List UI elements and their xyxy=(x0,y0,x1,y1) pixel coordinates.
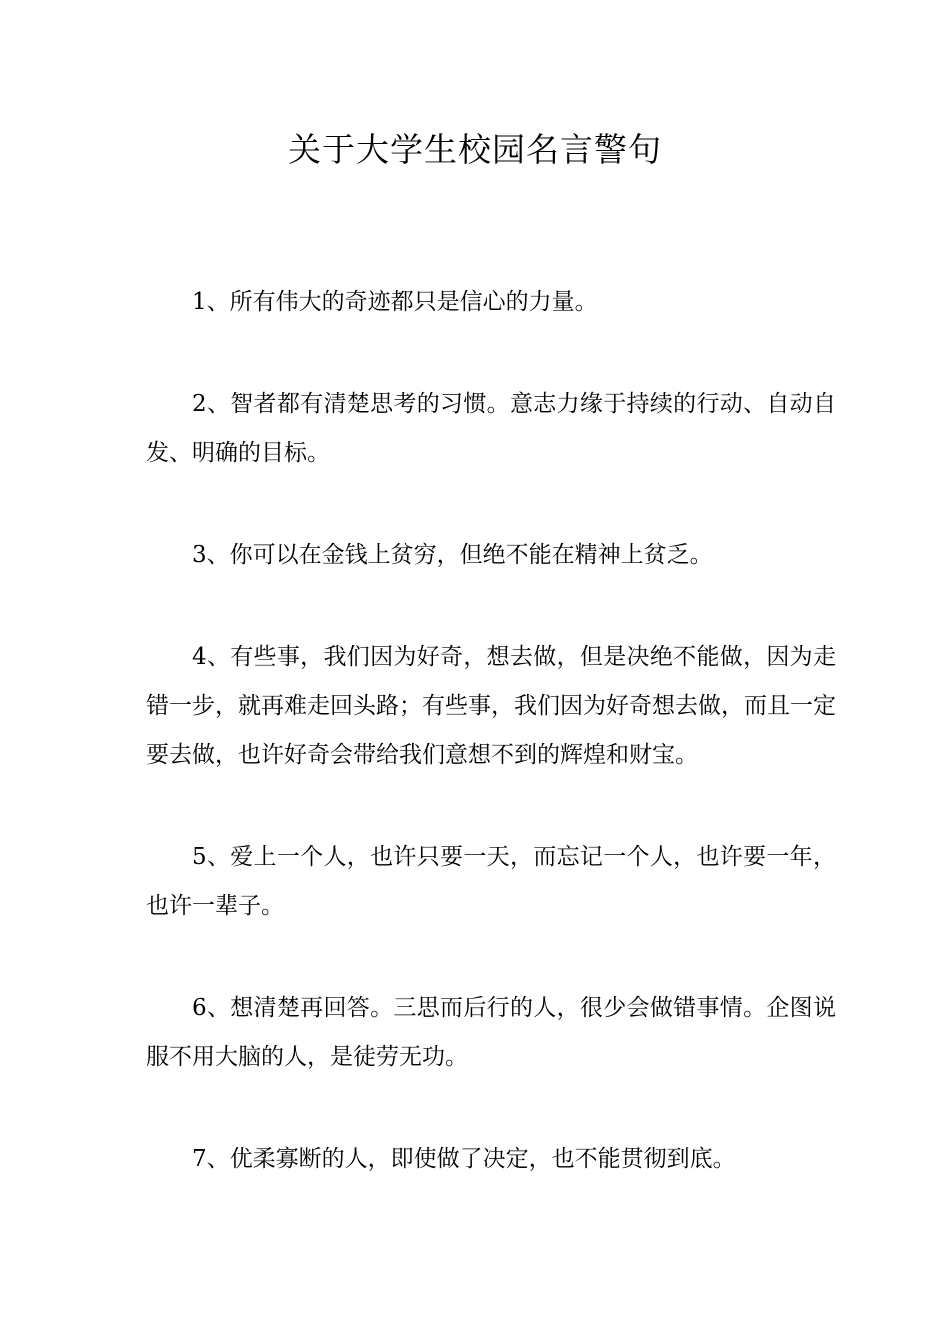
quote-item-1: 1、所有伟大的奇迹都只是信心的力量。 xyxy=(192,289,598,315)
quote-item-5: 5、爱上一个人，也许只要一天，而忘记一个人，也许要一年，也许一辈子。 xyxy=(146,844,836,919)
quote-list xyxy=(146,278,836,1237)
quote-item-6: 6、想清楚再回答。三思而后行的人，很少会做错事情。企图说服不用大脑的人，是徒劳无功。 xyxy=(146,995,836,1070)
quote-item-4: 4、有些事，我们因为好奇，想去做，但是决绝不能做，因为走错一步，就再难走回头路；有些事，我们因为好奇想去做，而且一定要去做，也许好奇会带给我们意想不到的辉煌和财宝。 xyxy=(146,644,836,768)
quote-item-2: 2、智者都有清楚思考的习惯。意志力缘于持续的行动、自动自发、明确的目标。 xyxy=(146,391,836,466)
quote-item-7: 7、优柔寡断的人，即使做了决定，也不能贯彻到底。 xyxy=(192,1146,736,1172)
page-title: 关于大学生校园名言警句 xyxy=(288,130,662,169)
quote-item-3: 3、你可以在金钱上贫穷，但绝不能在精神上贫乏。 xyxy=(192,542,713,568)
